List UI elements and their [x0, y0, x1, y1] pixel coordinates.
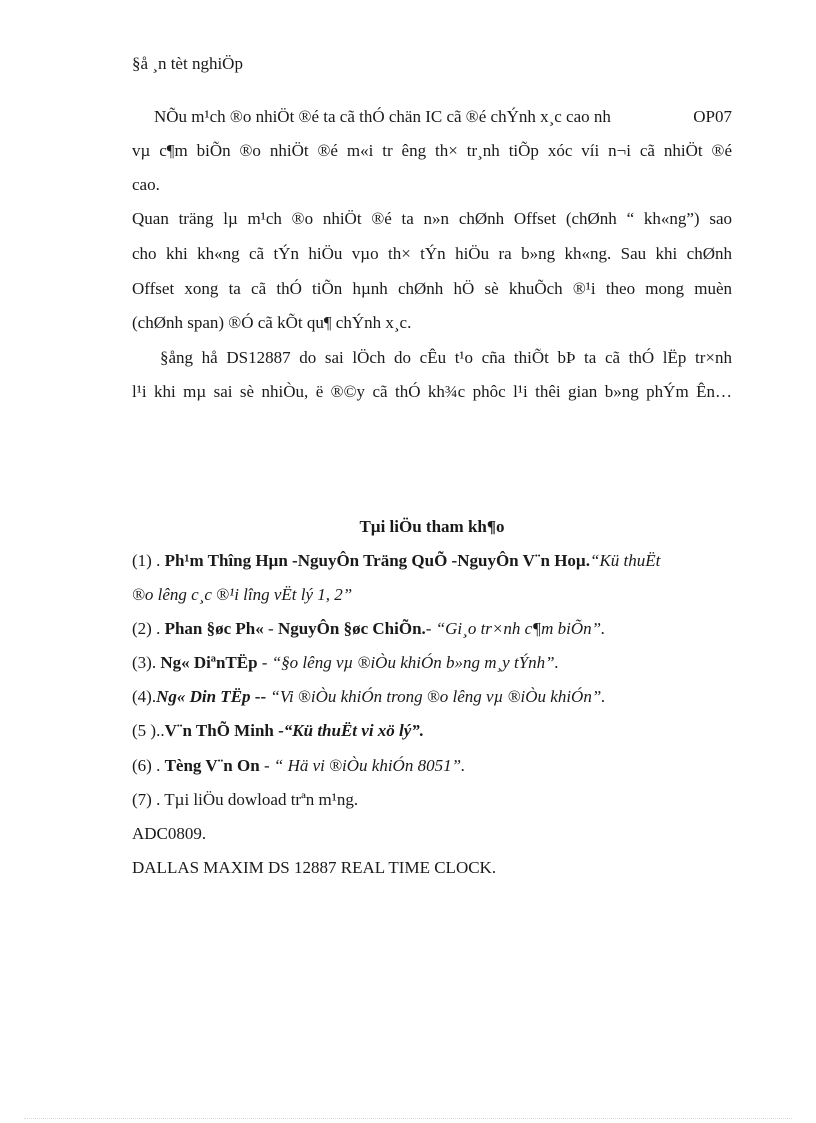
document-heading: §å ¸n tèt nghiÖp	[132, 54, 243, 73]
reference-number: (6) .	[132, 756, 161, 775]
reference-authors: Phan §øc Ph«	[164, 619, 264, 638]
reference-text: Tµi liÖu dowload trªn m¹ng.	[164, 790, 359, 809]
reference-authors: Ph¹m Thîng Hµn -NguyÔn Träng QuÕ -NguyÔn V¨n Hoµ.	[164, 551, 590, 570]
reference-number: (2) .	[132, 619, 161, 638]
reference-separator: -	[425, 619, 436, 638]
paragraph-3-line-2: l¹i khi mµ sai sè nhiÒu, ë ®©y cã thÓ kh¾c phôc l¹i thêi gian b»ng phÝm Ên…	[132, 382, 732, 401]
reference-authors: V¨n ThÕ Minh -	[164, 721, 284, 740]
reference-item-1-continued: ®o lêng c¸c ®¹i lîng vËt lý 1, 2”	[132, 585, 353, 604]
reference-number: (1) .	[132, 551, 161, 570]
paragraph-1-line-1-tail: OP07	[693, 107, 732, 126]
reference-separator: -	[259, 756, 274, 775]
reference-authors: Ng« DiªnTËp	[160, 653, 258, 672]
reference-item-5	[132, 720, 732, 742]
reference-title: “ Hä vi ®iÒu khiÓn 8051”.	[273, 756, 466, 775]
paragraph-3-line-1: §ång hå DS12887 do sai lÖch do cÊu t¹o cña thiÕt bÞ ta cã thÓ lËp tr×nh	[160, 348, 732, 367]
reference-separator: --	[250, 687, 271, 706]
reference-number: (4).	[132, 687, 157, 706]
reference-number: (5 )..	[132, 721, 165, 740]
reference-title: “§o lêng vµ ®iÒu khiÓn b»ng m¸y tÝnh”.	[271, 653, 559, 672]
reference-item-7	[132, 789, 732, 811]
paragraph-1-line-2: vµ c¶m biÕn ®o nhiÖt ®é m«i tr êng th× tr¸nh tiÕp xóc víi n¬i cã nhiÖt ®é	[132, 141, 732, 160]
reference-item-6	[132, 755, 732, 777]
reference-title: “Kü thuËt vi xö lý”.	[283, 721, 425, 740]
references-title: Tµi liÖu tham kh¶o	[359, 517, 505, 536]
reference-extra-adc: ADC0809.	[132, 824, 207, 843]
reference-extra-dallas: DALLAS MAXIM DS 12887 REAL TIME CLOCK.	[132, 858, 497, 877]
reference-item-2	[132, 618, 732, 640]
reference-number: (3).	[132, 653, 157, 672]
reference-authors: NguyÔn §øc ChiÕn.	[277, 619, 426, 638]
page-bottom-divider	[24, 1118, 792, 1119]
reference-item-1	[132, 550, 732, 572]
reference-title: “Kü thuËt	[589, 551, 661, 570]
reference-separator: -	[257, 653, 272, 672]
reference-title: “Gi¸o tr×nh c¶m biÕn”.	[435, 619, 606, 638]
reference-title: “Vi ®iÒu khiÓn trong ®o lêng vµ ®iÒu khiÓn”.	[270, 687, 606, 706]
reference-separator: -	[263, 619, 278, 638]
paragraph-2-line-2: cho khi kh«ng cã tÝn hiÖu vµo th× tÝn hiÖu ra b»ng kh«ng. Sau khi chØnh	[132, 244, 732, 263]
reference-number: (7) .	[132, 790, 161, 809]
paragraph-1-line-1	[154, 106, 732, 128]
paragraph-2-line-4: (chØnh span) ®Ó cã kÕt qu¶ chÝnh x¸c.	[132, 313, 412, 332]
reference-authors: Tèng V¨n On	[164, 756, 260, 775]
reference-item-3	[132, 652, 732, 674]
reference-item-4	[132, 686, 732, 708]
reference-authors: Ng« Din TËp	[156, 687, 251, 706]
paragraph-2-line-3: Offset xong ta cã thÓ tiÕn hµnh chØnh hÖ sè khuÕch ®¹i theo mong muèn	[132, 279, 732, 298]
paragraph-1-line-1-text: NÕu m¹ch ®o nhiÖt ®é ta cã thÓ chän IC cã ®é chÝnh x¸c cao nh	[154, 107, 611, 126]
paragraph-1-line-3: cao.	[132, 175, 160, 194]
paragraph-2-line-1: Quan träng lµ m¹ch ®o nhiÖt ®é ta n»n chØnh Offset (chØnh “ kh«ng”) sao	[132, 209, 732, 228]
